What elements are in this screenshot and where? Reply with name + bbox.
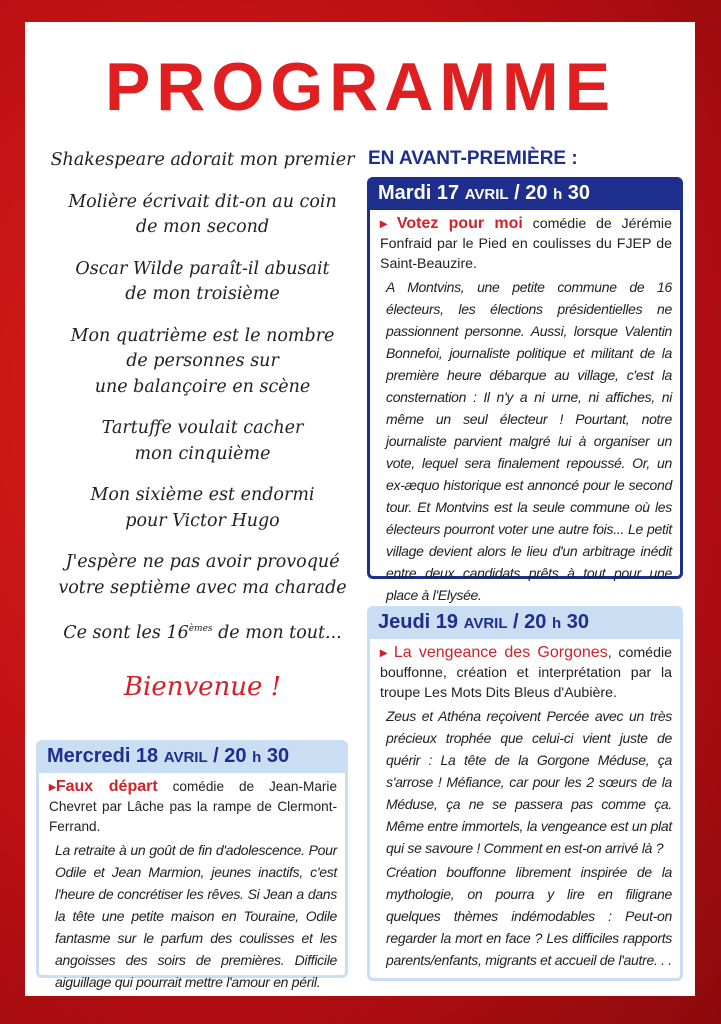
poem-stanza [45, 148, 360, 174]
show-info: , comédie bouffonne, création et interprétation par la troupe Les Mots Dits Bleus d'Aubière. [380, 645, 672, 701]
arrow-icon: ▸ [380, 216, 397, 232]
arrow-icon: ▸ [49, 779, 56, 794]
show-title: Votez pour moi [396, 215, 523, 232]
show-info: comédie de Jérémie Fonfraid par le Pied en coulisses du FJEP de Saint-Beauzire. [380, 216, 672, 272]
avant-premiere-heading: EN AVANT-PREMIÈRE : [368, 148, 578, 169]
show-description: La retraite à un goût de fin d'adolescence. Pour Odile et Jean Marmion, jeunes inactifs, c'est l'heure de concrétiser les rêves. Si Jean a dans la tête une petite maison en Touraine, Odile fantasme sur le parfum des coulisses et les angoisses des soirs de premières. Difficile aiguillage qui pourrait mettre l'amour en péril. [55, 842, 337, 990]
event-mardi [367, 177, 683, 603]
poem-stanza [45, 550, 360, 601]
poem-stanza [45, 416, 360, 467]
page-title: PROGRAMME [104, 49, 617, 125]
poem-line: de mon second [135, 217, 270, 237]
poem-text: Ce sont les 16 [63, 622, 189, 643]
show-description: Zeus et Athéna reçoivent Percée avec un très précieux trophée que celui-ci vient juste de quérir : La tête de la Gorgone Méduse, ça s'arrose ! Méfiance, car pour les 2 sœurs de la Méduse, ça ne se passera pas comme ça. Même entre immortels, la vengeance est un plat qui se savoure ! Comment en est-on arrivé là ? [386, 708, 672, 856]
welcome-text: Bienvenue ! [123, 672, 282, 702]
poem-text: de mon tout... [212, 622, 342, 643]
show-description: A Montvins, une petite commune de 16 électeurs, les élections présidentielles ne passionnent personne. Aussi, lorsque Valentin Bonnefoi, journaliste politique et militant de la première heure débarque au village, c'est la consternation : Il n'y a ni urne, ni affiches, ni même un seul électeur ! Pourtant, notre journaliste parvient malgré lui à organiser un vote, lequel sera finalement repoussé. Or, un ex-æquo historique est annoncé pour le second tour. Et Montvins est la seule commune où les électeurs pourront voter une autre fois... Le petit village devient alors le lieu d'un arbitrage inédit entre deux candidats prêts à tout pour une place à l'Elysée. [386, 279, 672, 603]
poem-stanza [45, 324, 360, 401]
charade-poem [45, 148, 360, 662]
poem-sup: èmes [188, 624, 213, 634]
show-info: comédie de Jean-Marie Chevret par Lâche pas la rampe de Clermont-Ferrand. [49, 779, 338, 834]
poem-line: J'espère ne pas avoir provoqué [65, 552, 340, 572]
poem-line: Oscar Wilde paraît-il abusait [75, 258, 330, 279]
poem-stanza [45, 257, 360, 308]
event-date: Mardi 17 AVRIL / 20 h 30 [370, 180, 680, 210]
poem-last-line [45, 617, 360, 646]
poem-stanza [45, 483, 360, 534]
poem-line: de mon troisième [125, 284, 280, 304]
poem-line: Shakespeare adorait mon premier [50, 150, 355, 170]
poem-line: une balançoire en scène [94, 376, 311, 397]
event-date: Jeudi 19 AVRIL / 20 h 30 [370, 609, 680, 639]
arrow-icon: ▸ [380, 645, 394, 661]
event-jeudi [367, 606, 683, 981]
show-title: Faux départ [55, 778, 158, 795]
poem-line: mon cinquième [134, 443, 271, 464]
poem-line: pour Victor Hugo [125, 510, 280, 531]
show-title: La vengeance des Gorgones [393, 644, 608, 661]
event-date: Mercredi 18 AVRIL / 20 h 30 [39, 743, 345, 773]
event-mercredi [36, 740, 348, 990]
poem-stanza [45, 190, 360, 241]
poem-line: Mon quatrième est le nombre [70, 325, 335, 346]
show-description-2: Création bouffonne librement inspirée de la mythologie, on pourra y lire en filigrane quelques thèmes indémodables : Peut-on regarder la mort en face ? Les difficiles rapports parents/enfants, migrants et accueil de l'autre. . . [386, 864, 672, 968]
poem-line: Molière écrivait dit-on au coin [68, 191, 337, 212]
poem-line: Mon sixième est endormi [90, 485, 315, 505]
poem-line: Tartuffe voulait cacher [101, 418, 304, 438]
poem-line: de personnes sur [126, 351, 279, 371]
poem-line: votre septième avec ma charade [58, 577, 347, 598]
